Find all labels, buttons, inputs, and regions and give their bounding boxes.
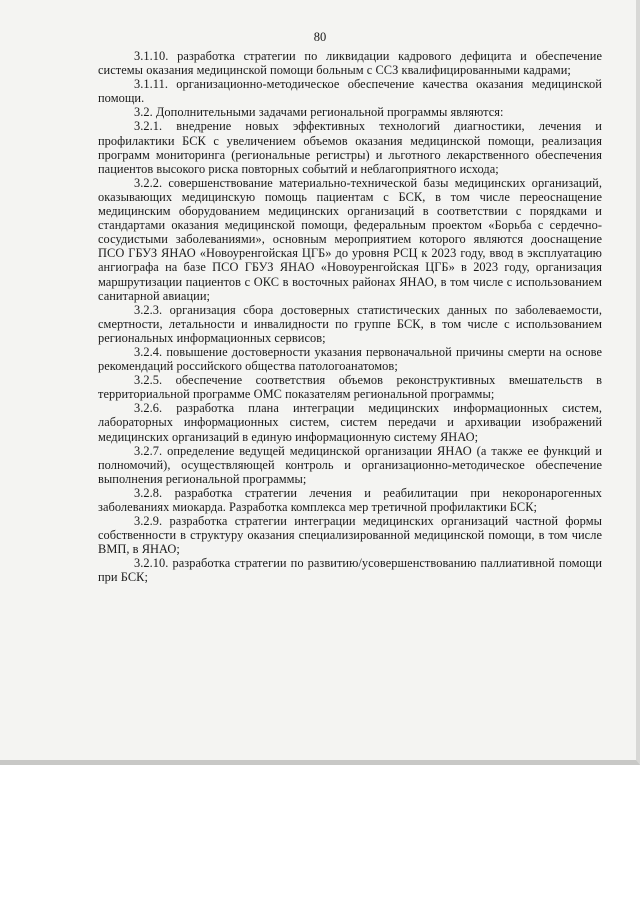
paragraph-3-1-10: 3.1.10. разработка стратегии по ликвидации кадрового дефицита и обеспечение системы оказания медицинской помощи больным с ССЗ квалифицированными кадрами; — [98, 49, 602, 78]
paragraph-3-2: 3.2. Дополнительными задачами региональной программы являются: — [134, 105, 504, 120]
paragraph-3-1-11: 3.1.11. организационно-методическое обеспечение качества оказания медицинской помощи. — [98, 77, 602, 106]
paragraph-3-2-2: 3.2.2. совершенствование материально-технической базы медицинских организаций, оказывающих медицинскую помощь пациентам с БСК, в том числе переоснащение медицинским оборудованием медицинских организаций в соответствии с порядками и стандартами оказания медицинской помощи, федеральным проектом «Борьба с сердечно-сосудистыми заболеваниями», основным мероприятием которого являются дооснащение ПСО ГБУЗ ЯНАО «Новоуренгойская ЦГБ» до уровня РСЦ к 2023 году, ввод в эксплуатацию ангиографа на базе ПСО ГБУЗ ЯНАО «Новоуренгойская ЦГБ» в 2023 году, организация маршрутизации пациентов с ОКС в восточных районах ЯНАО, в том числе с использованием санитарной авиации; — [98, 175, 602, 303]
paragraph-3-2-6: 3.2.6. разработка плана интеграции медицинских информационных систем, лабораторных информационных систем, систем передачи и архивации изображений медицинских организаций в единую информационную систему ЯНАО; — [98, 401, 602, 444]
paragraph-3-2-1: 3.2.1. внедрение новых эффективных технологий диагностики, лечения и профилактики БСК с увеличением объемов оказания медицинской помощи, реализация программ мониторинга (региональные регистры) и льготного лекарственного обеспечения пациентов высокого риска повторных событий и неблагоприятного исхода; — [98, 119, 602, 176]
paragraph-3-2-3: 3.2.3. организация сбора достоверных статистических данных по заболеваемости, смертности, летальности и инвалидности по группе БСК, в том числе с использованием региональных информационных сервисов; — [98, 302, 602, 345]
paragraph-3-2-7: 3.2.7. определение ведущей медицинской организации ЯНАО (а также ее функций и полномочий), осуществляющей контроль и организационно-методическое обеспечение выполнения региональной программы; — [98, 443, 602, 486]
paragraph-3-2-8: 3.2.8. разработка стратегии лечения и реабилитации при некоронарогенных заболеваниях миокарда. Разработка комплекса мер третичной профилактики БСК; — [98, 485, 602, 514]
paragraph-3-2-5: 3.2.5. обеспечение соответствия объемов реконструктивных вмешательств в территориальной программе ОМС показателям региональной программы; — [98, 373, 602, 402]
paragraph-3-2-4: 3.2.4. повышение достоверности указания первоначальной причины смерти на основе рекомендаций российского общества патологоанатомов; — [98, 344, 602, 374]
paragraph-3-2-9: 3.2.9. разработка стратегии интеграции медицинских организаций частной формы собственности в структуру оказания специализированной медицинской помощи, в том числе ВМП, в ЯНАО; — [98, 514, 602, 557]
document-body — [98, 49, 602, 585]
page-number: 80 — [313, 30, 327, 44]
paragraph-3-2-10: 3.2.10. разработка стратегии по развитию/усовершенствованию паллиативной помощи при БСК; — [98, 556, 602, 585]
